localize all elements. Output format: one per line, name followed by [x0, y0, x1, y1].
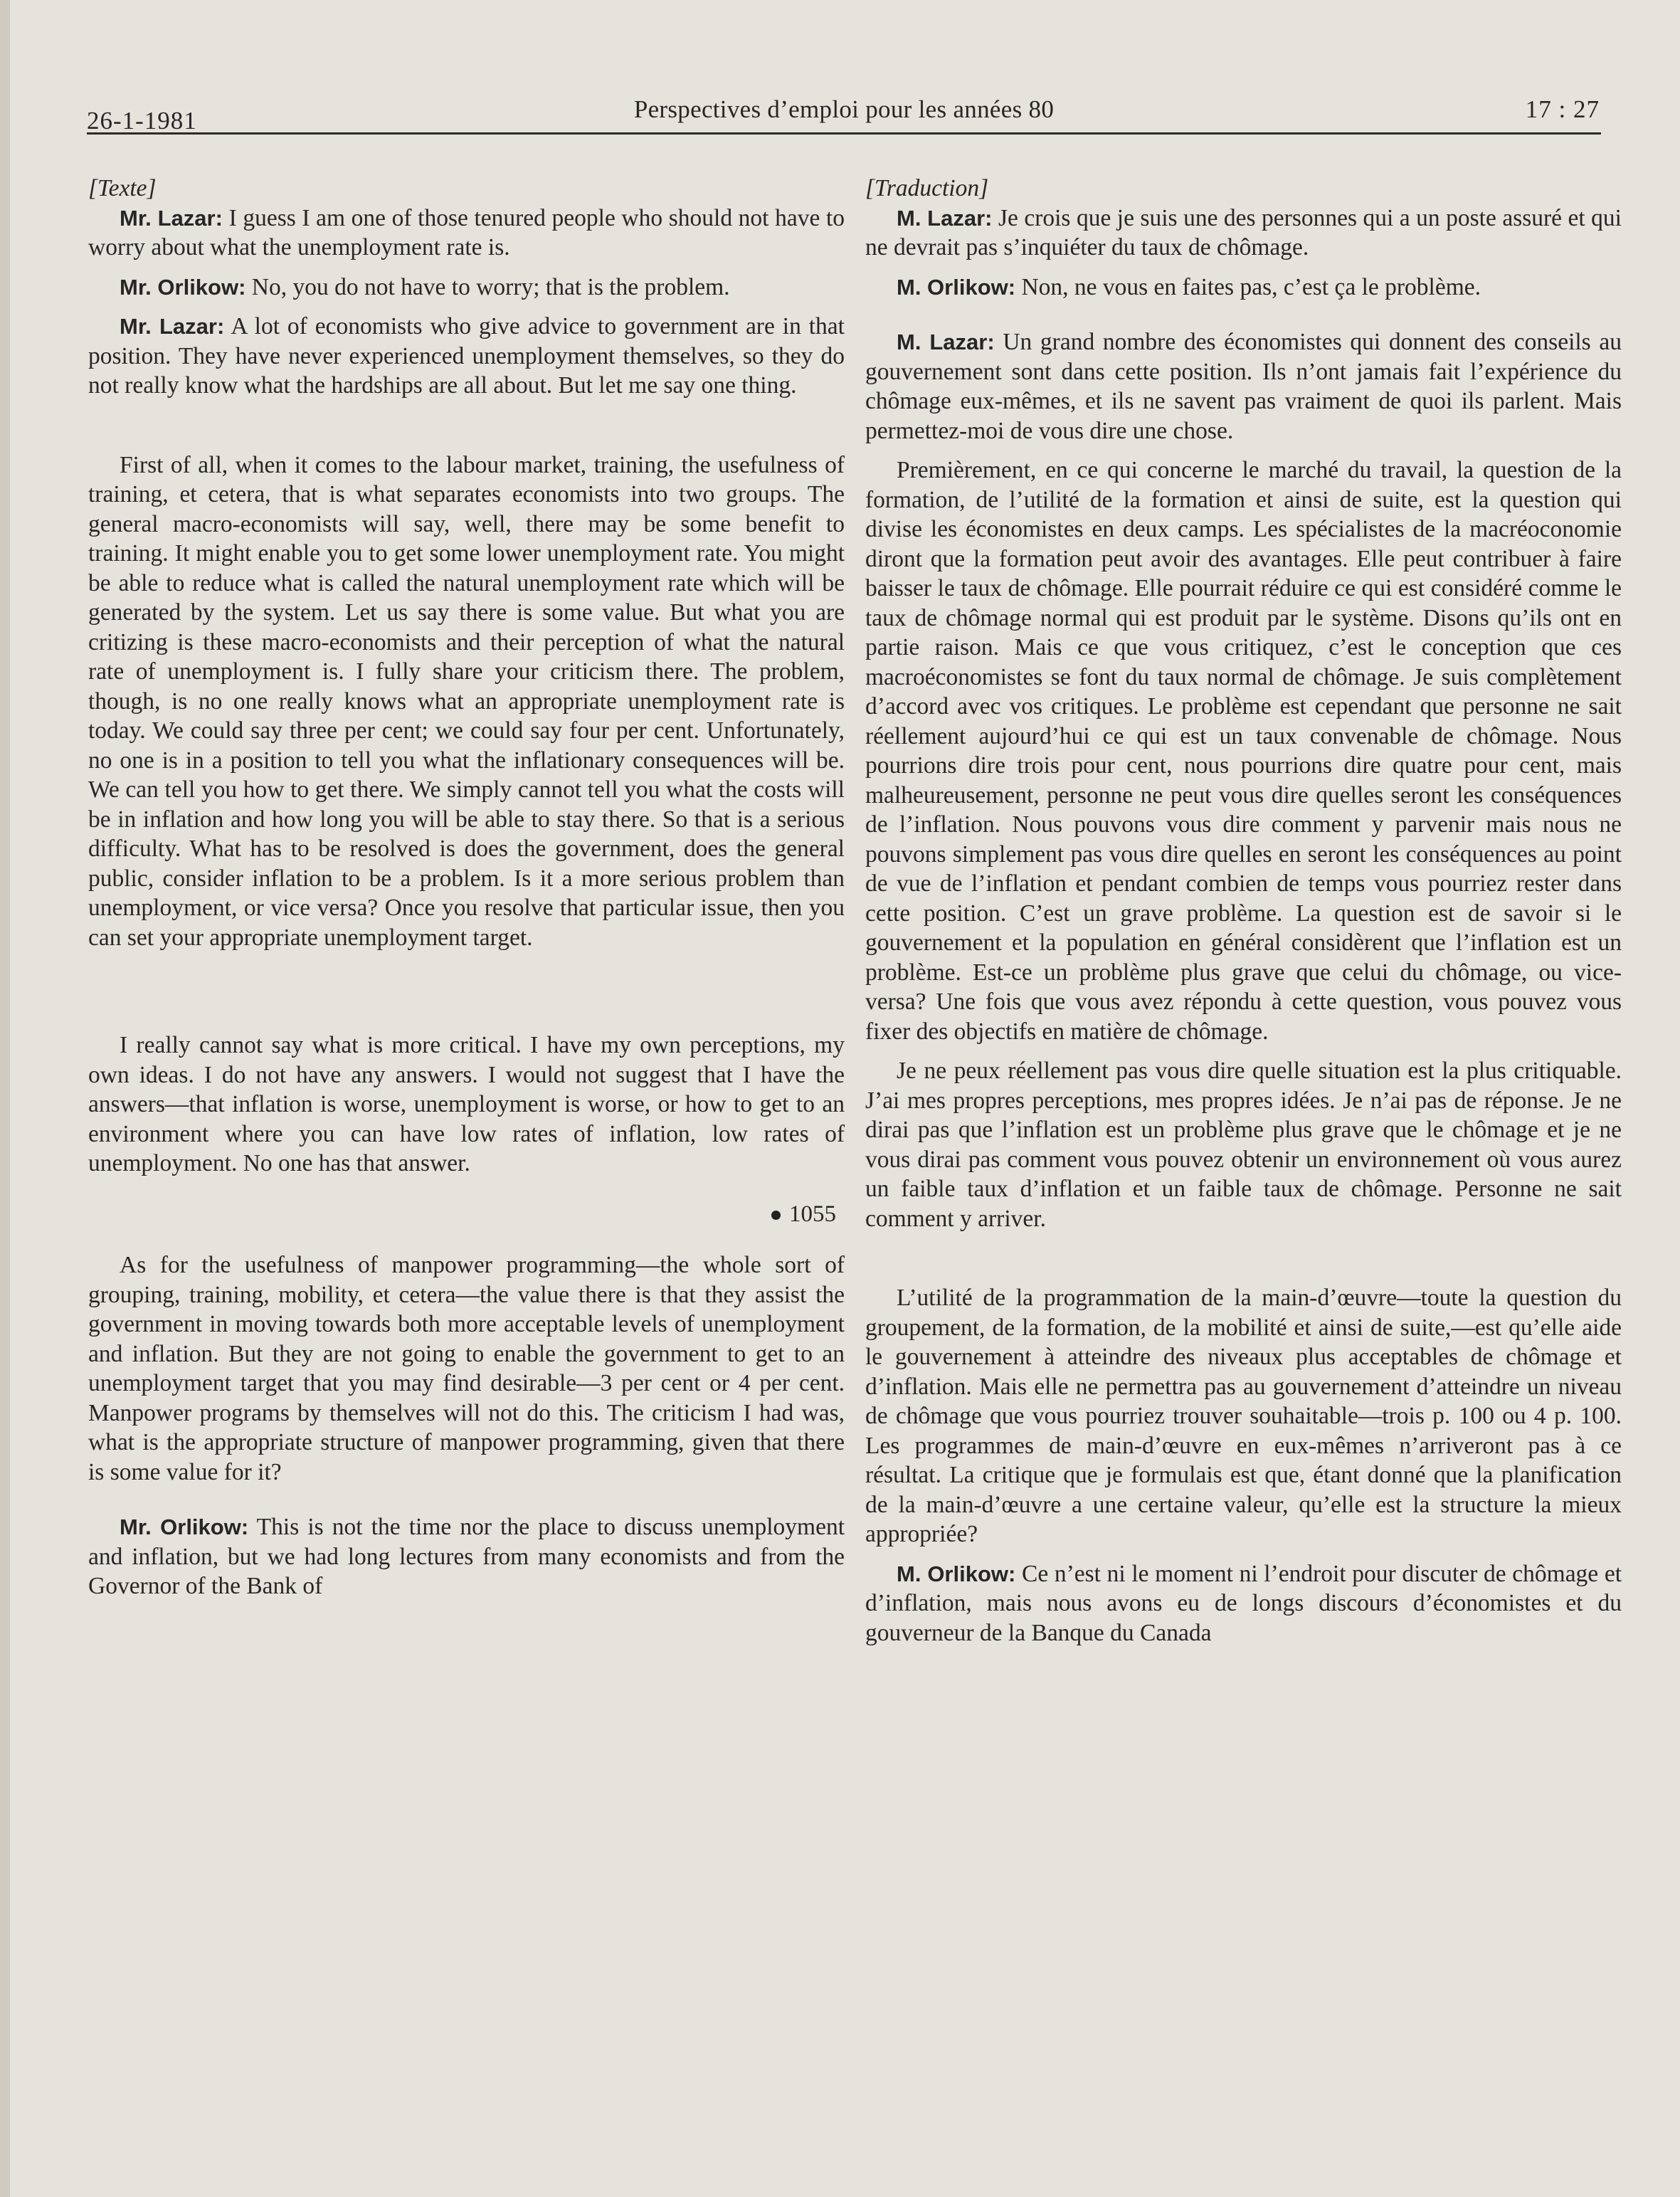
header-page-number: 17 : 27: [1525, 95, 1600, 123]
paragraph-text: Je ne peux réellement pas vous dire quelle situation est la plus critiquable. J’ai mes propres perceptions, mes propres idées. Je n’ai pas de réponse. Je ne dirai pas que l’inflation est un problème plus grave que le chômage et je ne vous dirai pas comment vous pouvez obtenir un environnement où vous aurez un faible taux d’inflation et un faible taux de chômage. Personne ne sait comment y arriver.: [865, 1058, 1622, 1232]
paragraph: [865, 1056, 1622, 1233]
speaker-name: Mr. Orlikow:: [120, 274, 246, 300]
paragraph: [88, 1512, 845, 1601]
english-column: [88, 174, 845, 1611]
scan-edge: [0, 0, 10, 2197]
speaker-name: M. Lazar:: [897, 330, 995, 354]
speaker-name: M. Lazar:: [897, 205, 993, 231]
timestamp: [88, 1200, 836, 1230]
paragraph-text: Un grand nombre des économistes qui donnent des conseils au gouvernement sont dans cette position. Ils n’ont jamais fait l’expérience du chômage eux-mêmes, et ils ne savent pas vraiment de quoi ils parlent. Mais permettez-moi de vous dire une chose.: [865, 329, 1622, 444]
paragraph-text: Ce n’est ni le moment ni l’endroit pour discuter de chômage et d’inflation, mais nous avons eu de longs discours d’économistes et du gouverneur de la Banque du Canada: [865, 1560, 1622, 1646]
paragraph: [88, 1031, 845, 1179]
paragraph: [865, 455, 1622, 1046]
speaker-name: Mr. Lazar:: [120, 205, 223, 231]
header-date: 26-1-1981: [87, 107, 197, 135]
section-label-text: Traduction: [875, 175, 980, 201]
paragraph-text: I really cannot say what is more critical. I have my own perceptions, my own ideas. I do not have any answers. I would not suggest that I have the answers—that inflation is worse, unemployment is worse, or how to get to an environment where you can have low rates of inflation, low rates of unemployment. No one has that answer.: [88, 1032, 845, 1176]
section-label-text: Texte: [97, 175, 147, 201]
page-header: [87, 91, 1601, 135]
paragraph: [865, 1559, 1622, 1648]
paragraph: [865, 1283, 1622, 1549]
paragraph-text: First of all, when it comes to the labour market, training, the usefulness of training, et cetera, that is what separates economists into two groups. The general macro-economists will say, well, there may be some benefit to training. It might enable you to get some lower unemployment rate. You might be able to reduce what is called the natural unemployment rate which will be generated by the system. Let us say there is some value. But what you are critizing is these macro-economists and their perception of what the natural rate of unemployment is. I fully share your criticism there. The problem, though, is no one really knows what an appropriate unemployment rate is today. We could say three per cent; we could say four per cent. Unfortunately, no one is in a position to tell you what the inflationary consequences will be. We can tell you how to get there. We simply cannot tell you what the costs will be in inflation and how long you will be able to stay there. So that is a serious difficulty. What has to be resolved is does the government, does the general public, consider inflation to be a problem. Is it a more serious problem than unemployment, or vice versa? Once you resolve that particular issue, then you can set your appropriate unemployment target.: [88, 451, 845, 951]
paragraph-text: As for the usefulness of manpower programming—the whole sort of grouping, training, mobility, et cetera—the value there is that they assist the government in moving towards both more acceptable levels of unemployment and inflation. But they are not going to enable the government to get to an unemployment target that you may find desirable—3 per cent or 4 per cent. Manpower programs by themselves will not do this. The criticism I had was, what is the appropriate structure of manpower programming, given that there is some value for it?: [88, 1252, 845, 1485]
timestamp-text: 1055: [789, 1201, 836, 1227]
paragraph-text: Non, ne vous en faites pas, c’est ça le problème.: [1021, 273, 1481, 300]
paragraph: [88, 451, 845, 953]
paragraph-text: Je crois que je suis une des personnes qui a un poste assuré et qui ne devrait pas s’inquiéter du taux de chômage.: [865, 204, 1622, 260]
paragraph: [865, 204, 1622, 263]
section-label: [Texte]: [88, 175, 157, 201]
speaker-name: M. Orlikow:: [897, 274, 1016, 300]
paragraph-text: L’utilité de la programmation de la main-d’œuvre—toute la question du groupement, de la formation, de la mobilité et ainsi de suite,—est qu’elle aide le gouvernement à atteindre des niveaux plus acceptables de chômage et d’inflation. Mais elle ne permettra pas au gouvernement d’atteindre un niveau de chômage que vous pourriez trouver souhaitable—trois p. 100 ou 4 p. 100. Les programmes de main-d’œuvre en eux-mêmes n’arriveront pas à ce résultat. La critique que je formulais est que, étant donné que la planification de la main-d’œuvre a une certaine valeur, qu’elle est la structure la mieux appropriée?: [865, 1285, 1622, 1547]
paragraph-text: Premièrement, en ce qui concerne le marché du travail, la question de la formation, de l’utilité de la formation et ainsi de suite, est la question qui divise les économistes en deux camps. Les spécialistes de la macréoconomie diront que la formation peut avoir des avantages. Elle peut contribuer à faire baisser le taux de chômage. Elle pourrait réduire ce qui est considéré comme le taux de chômage normal qui est produit par le système. Disons qu’ils ont en partie raison. Mais ce que vous critiquez, c’est le conception que ces macroéconomistes se font du taux normal de chômage. Je suis complètement d’accord avec vos critiques. Le problème est cependant que personne ne sait réellement aujourd’hui ce qui est un taux convenable de chômage. Nous pourrions dire trois pour cent, nous pourrions dire quatre pour cent, mais malheureusement, personne ne peut vous dire quelles seront les conséquences de l’inflation. Nous pouvons vous dire comment y parvenir mais nous ne pouvons simplement pas vous dire quelles en seront les conséquences au point de vue de l’inflation et pendant combien de temps vous pourriez rester dans cette position. C’est un grave problème. La question est de savoir si le gouvernement et la population en général considèrent que l’inflation est un problème. Est-ce un problème plus grave que celui du chômage, ou vice-versa? Une fois que vous avez répondu à cette question, vous pouvez vous fixer des objectifs en matière de chômage.: [865, 457, 1622, 1045]
paragraph: [865, 273, 1622, 302]
speaker-name: M. Orlikow:: [897, 1561, 1016, 1586]
speaker-name: Mr. Orlikow:: [120, 1514, 249, 1539]
paragraph: [88, 1250, 845, 1487]
section-label: [Traduction]: [865, 175, 989, 201]
paragraph: [88, 204, 845, 263]
paragraph: [88, 273, 845, 302]
paragraph-text: A lot of economists who give advice to government are in that position. They have never experienced unemployment themselves, so they do not really know what the hardships are all about. But let me say one thing.: [88, 313, 845, 399]
paragraph-text: No, you do not have to worry; that is the problem.: [251, 273, 730, 300]
paragraph: [88, 312, 845, 401]
paragraph: [865, 327, 1622, 446]
speaker-name: Mr. Lazar:: [120, 314, 225, 339]
french-column: [865, 174, 1622, 1658]
header-title: Perspectives d’emploi pour les années 80: [633, 95, 1055, 123]
paragraph-text: I guess I am one of those tenured people who should not have to worry about what the unemployment rate is.: [88, 204, 845, 260]
paragraph-text: This is not the time nor the place to discuss unemployment and inflation, but we had long lectures from many economists and from the Governor of the Bank of: [88, 1514, 845, 1599]
bullet-icon: [771, 1211, 781, 1220]
